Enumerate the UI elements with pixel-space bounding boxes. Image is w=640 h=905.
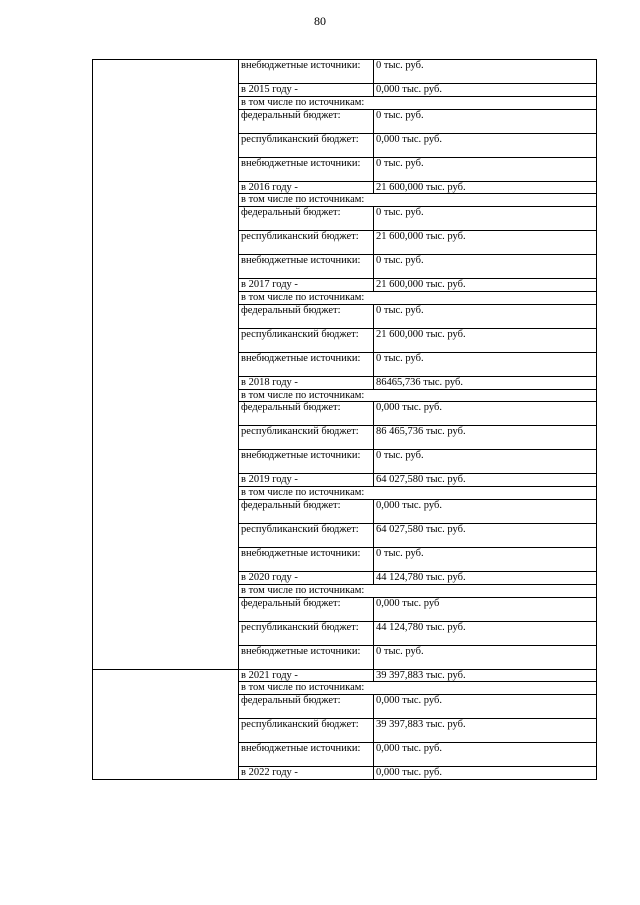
row-label: внебюджетные источники:: [239, 60, 374, 84]
funding-table: [92, 59, 597, 780]
row-value: 0 тыс. руб.: [374, 157, 597, 181]
row-value: 64 027,580 тыс. руб.: [374, 523, 597, 547]
row-label: в 2022 году -: [239, 767, 374, 780]
row-value: 21 600,000 тыс. руб.: [374, 231, 597, 255]
row-label: внебюджетные источники:: [239, 157, 374, 181]
empty-left-cell: [93, 669, 239, 779]
row-label: в 2020 году -: [239, 571, 374, 584]
row-label: в 2016 году -: [239, 181, 374, 194]
section-caption: в том числе по источникам:: [239, 194, 597, 207]
row-label: федеральный бюджет:: [239, 597, 374, 621]
row-label: республиканский бюджет:: [239, 133, 374, 157]
row-value: 0 тыс. руб.: [374, 450, 597, 474]
row-value: 0 тыс. руб.: [374, 352, 597, 376]
row-label: республиканский бюджет:: [239, 719, 374, 743]
row-value: 0 тыс. руб.: [374, 304, 597, 328]
row-label: федеральный бюджет:: [239, 695, 374, 719]
row-value: 21 600,000 тыс. руб.: [374, 279, 597, 292]
row-value: 0,000 тыс. руб.: [374, 767, 597, 780]
row-value: 64 027,580 тыс. руб.: [374, 474, 597, 487]
row-value: 0 тыс. руб.: [374, 547, 597, 571]
row-label: республиканский бюджет:: [239, 621, 374, 645]
row-label: внебюджетные источники:: [239, 547, 374, 571]
row-value: 21 600,000 тыс. руб.: [374, 181, 597, 194]
row-value: 86 465,736 тыс. руб.: [374, 426, 597, 450]
row-label: в 2017 году -: [239, 279, 374, 292]
row-value: 0 тыс. руб.: [374, 207, 597, 231]
row-value: 86465,736 тыс. руб.: [374, 376, 597, 389]
row-label: федеральный бюджет:: [239, 499, 374, 523]
row-label: внебюджетные источники:: [239, 645, 374, 669]
row-label: федеральный бюджет:: [239, 304, 374, 328]
section-caption: в том числе по источникам:: [239, 487, 597, 500]
row-label: в 2018 году -: [239, 376, 374, 389]
row-label: в 2021 году -: [239, 669, 374, 682]
row-label: в 2019 году -: [239, 474, 374, 487]
row-value: 0,000 тыс. руб.: [374, 133, 597, 157]
row-label: федеральный бюджет:: [239, 109, 374, 133]
row-label: внебюджетные источники:: [239, 255, 374, 279]
row-value: 39 397,883 тыс. руб.: [374, 719, 597, 743]
row-value: 0 тыс. руб.: [374, 255, 597, 279]
section-caption: в том числе по источникам:: [239, 682, 597, 695]
row-label: внебюджетные источники:: [239, 450, 374, 474]
row-value: 0 тыс. руб.: [374, 109, 597, 133]
row-value: 0,000 тыс. руб.: [374, 743, 597, 767]
section-caption: в том числе по источникам:: [239, 389, 597, 402]
row-value: 0,000 тыс. руб.: [374, 84, 597, 97]
row-value: 39 397,883 тыс. руб.: [374, 669, 597, 682]
section-caption: в том числе по источникам:: [239, 584, 597, 597]
row-value: 0 тыс. руб.: [374, 645, 597, 669]
empty-left-cell: [93, 60, 239, 670]
section-caption: в том числе по источникам:: [239, 291, 597, 304]
row-label: внебюджетные источники:: [239, 352, 374, 376]
row-label: федеральный бюджет:: [239, 402, 374, 426]
row-label: республиканский бюджет:: [239, 426, 374, 450]
row-value: 44 124,780 тыс. руб.: [374, 571, 597, 584]
row-label: внебюджетные источники:: [239, 743, 374, 767]
row-label: республиканский бюджет:: [239, 231, 374, 255]
row-value: 0,000 тыс. руб.: [374, 499, 597, 523]
row-label: в 2015 году -: [239, 84, 374, 97]
row-value: 21 600,000 тыс. руб.: [374, 328, 597, 352]
table-row: [93, 60, 597, 84]
section-caption: в том числе по источникам:: [239, 96, 597, 109]
page-number: 80: [314, 14, 326, 28]
row-value: 0,000 тыс. руб.: [374, 402, 597, 426]
table-row: [93, 669, 597, 682]
row-value: 44 124,780 тыс. руб.: [374, 621, 597, 645]
row-value: 0 тыс. руб.: [374, 60, 597, 84]
row-label: республиканский бюджет:: [239, 523, 374, 547]
row-label: федеральный бюджет:: [239, 207, 374, 231]
row-value: 0,000 тыс. руб.: [374, 695, 597, 719]
row-value: 0,000 тыс. руб: [374, 597, 597, 621]
row-label: республиканский бюджет:: [239, 328, 374, 352]
